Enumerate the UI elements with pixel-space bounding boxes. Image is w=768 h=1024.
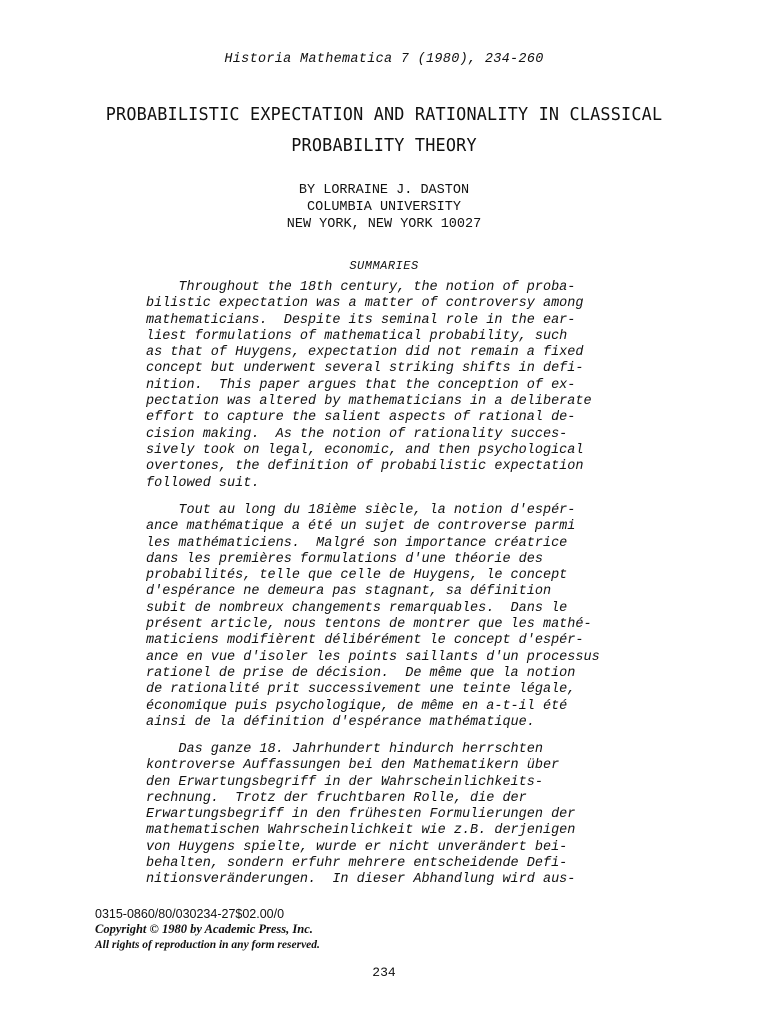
publisher-footer bbox=[95, 907, 495, 953]
text-line: behalten, sondern erfuhr mehrere entscheidende Defi- bbox=[146, 856, 568, 872]
author-name: BY LORRAINE J. DASTON bbox=[298, 183, 470, 198]
issn-code: 0315-0860/80/030234-27$02.00/0 bbox=[95, 907, 285, 921]
summary-german bbox=[146, 742, 646, 889]
article-title bbox=[73, 100, 695, 162]
text-line: subit de nombreux changements remarquables. Dans le bbox=[146, 600, 568, 616]
text-line: overtones, the definition of probabilistic expectation bbox=[146, 459, 584, 475]
text-line: den Erwartungsbegriff in der Wahrscheinlichkeits- bbox=[146, 774, 543, 790]
text-line: Das ganze 18. Jahrhundert hindurch herrschten bbox=[146, 742, 543, 757]
text-line: nitionsveränderungen. In dieser Abhandlung wird aus- bbox=[146, 872, 576, 888]
text-line: rechnung. Trotz der fruchtbaren Rolle, die der bbox=[146, 790, 527, 806]
rights-notice: All rights of reproduction in any form reserved. bbox=[95, 939, 320, 951]
text-line: cision making. As the notion of rationality succes- bbox=[146, 426, 568, 442]
text-line: Erwartungsbegriff in den frühesten Formulierungen der bbox=[146, 807, 576, 823]
text-line: nition. This paper argues that the conception of ex- bbox=[146, 377, 576, 393]
summary-english bbox=[146, 280, 646, 492]
text-line: concept but underwent several striking shifts in defi- bbox=[146, 361, 584, 377]
summaries-heading: SUMMARIES bbox=[349, 259, 419, 273]
page-number: 234 bbox=[372, 965, 396, 980]
text-line: ance mathématique a été un sujet de controverse parmi bbox=[146, 519, 576, 535]
text-line: liest formulations of mathematical probability, such bbox=[146, 328, 568, 344]
text-line: économique puis psychologique, de même en a-t-il été bbox=[146, 698, 568, 714]
text-line: effort to capture the salient aspects of rational de- bbox=[146, 410, 576, 426]
title-line: PROBABILISTIC EXPECTATION AND RATIONALITY IN CLASSICAL bbox=[105, 105, 663, 125]
text-line: mathematicians. Despite its seminal role in the ear- bbox=[146, 312, 576, 328]
text-line: présent article, nous tentons de montrer que les mathé- bbox=[146, 617, 592, 633]
title-line: PROBABILITY THEORY bbox=[291, 136, 477, 156]
journal-citation: Historia Mathematica 7 (1980), 234-260 bbox=[224, 52, 544, 67]
text-line: ance en vue d'isoler les points saillants d'un processus bbox=[146, 649, 600, 665]
text-line: probabilités, telle que celle de Huygens, le concept bbox=[146, 568, 568, 584]
text-line: rationel de prise de décision. De même que la notion bbox=[146, 665, 576, 681]
text-line: ainsi de la définition d'espérance mathématique. bbox=[146, 714, 535, 730]
text-line: bilistic expectation was a matter of controversy among bbox=[146, 296, 584, 312]
summary-french bbox=[146, 503, 646, 731]
text-line: as that of Huygens, expectation did not remain a fixed bbox=[146, 345, 584, 361]
text-line: followed suit. bbox=[146, 475, 260, 491]
author-affiliation: COLUMBIA UNIVERSITY bbox=[307, 200, 461, 215]
text-line: sively took on legal, economic, and then psychological bbox=[146, 442, 584, 458]
text-line: kontroverse Auffassungen bei den Mathematikern über bbox=[146, 758, 560, 774]
text-line: Tout au long du 18ième siècle, la notion d'espér- bbox=[146, 503, 576, 518]
text-line: maticiens modifièrent délibérément le concept d'espér- bbox=[146, 633, 584, 649]
author-address: NEW YORK, NEW YORK 10027 bbox=[286, 217, 482, 232]
text-line: von Huygens spielte, wurde er nicht unverändert bei- bbox=[146, 839, 568, 855]
text-line: dans les premières formulations d'une théorie des bbox=[146, 551, 543, 567]
text-line: les mathématiciens. Malgré son importance créatrice bbox=[146, 535, 568, 551]
author-byline bbox=[0, 182, 768, 233]
text-line: pectation was altered by mathematicians in a deliberate bbox=[146, 394, 592, 410]
copyright-notice: Copyright © 1980 by Academic Press, Inc. bbox=[95, 922, 313, 936]
text-line: de rationalité prit successivement une teinte légale, bbox=[146, 682, 576, 698]
text-line: d'espérance ne demeura pas stagnant, sa définition bbox=[146, 584, 552, 600]
text-line: Throughout the 18th century, the notion of proba- bbox=[146, 280, 576, 295]
text-line: mathematischen Wahrscheinlichkeit wie z.B. derjenigen bbox=[146, 823, 576, 839]
